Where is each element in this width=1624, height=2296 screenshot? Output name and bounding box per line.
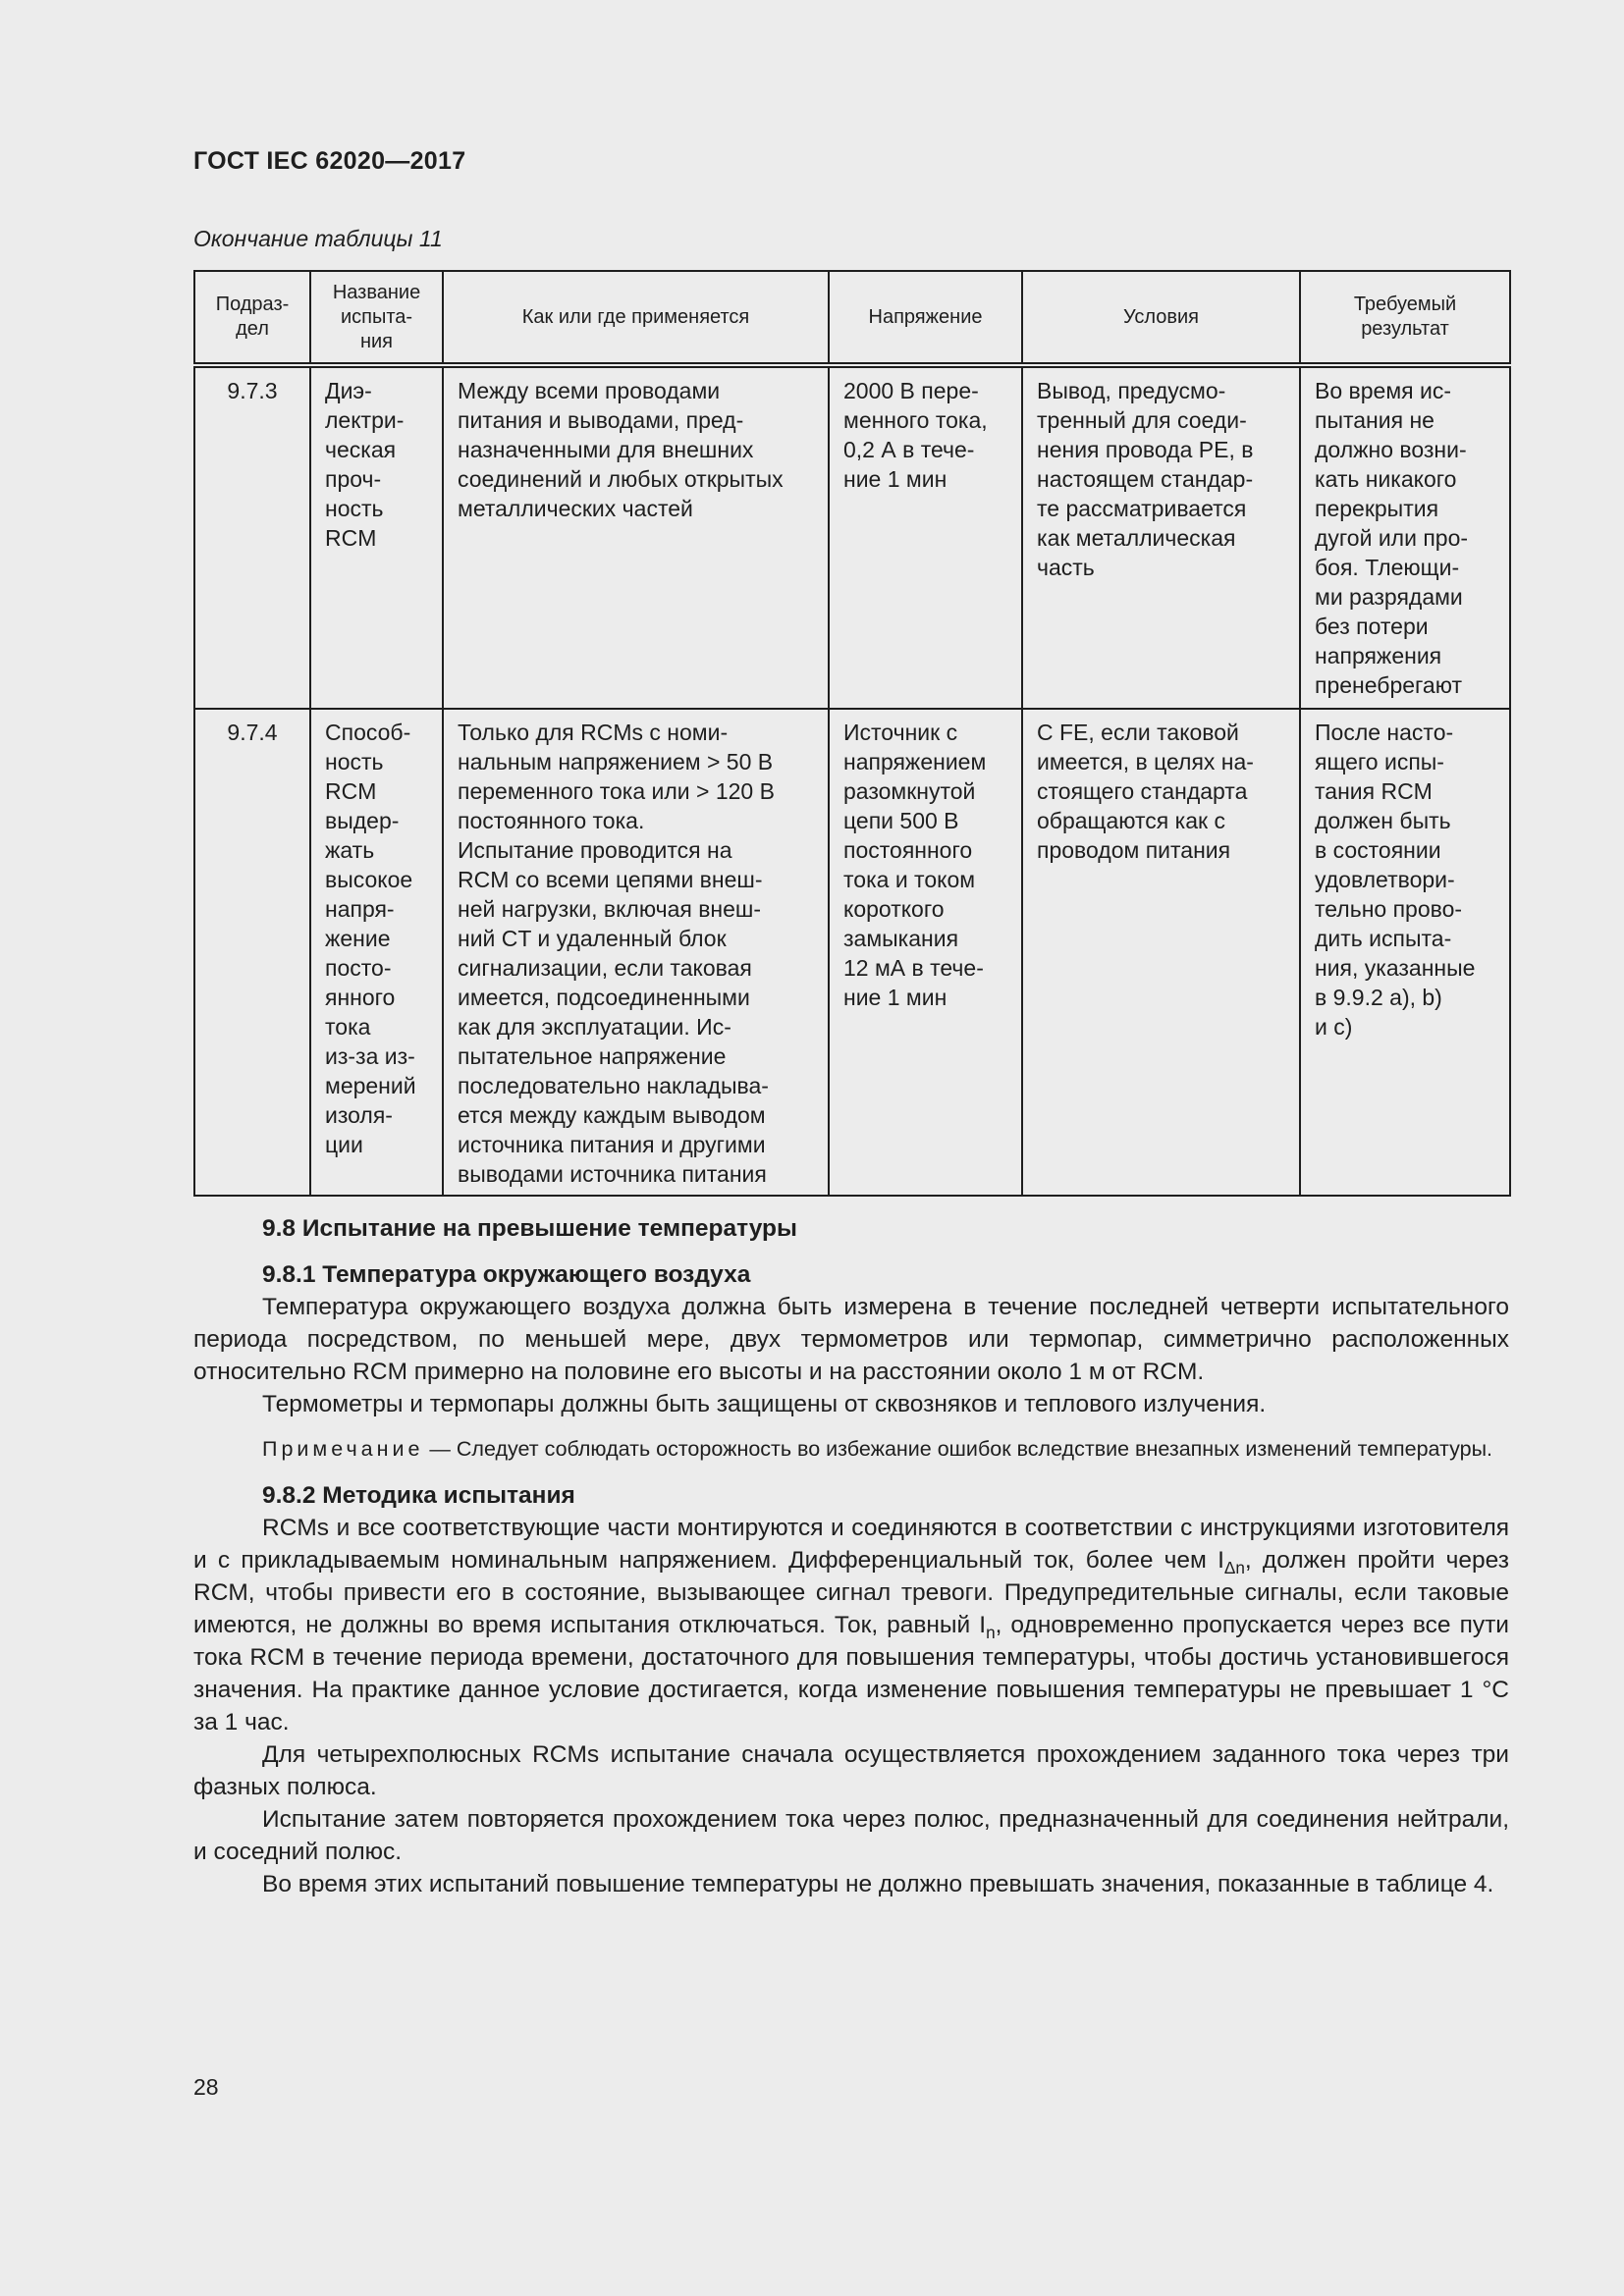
paragraph-text: RCMs и все соответствующие части монтируются и соединяются в соответствии с инструкциями изготовителя и с прикладываемым номинальным напряжением. Дифференциальный ток, более чем I [193,1515,1509,1574]
cell-conditions: С FE, если таковой имеется, в целях на- стоящего стандарта обращаются как с проводом питания [1022,709,1300,1196]
cell-result: После насто- ящего испы- тания RCM должен быть в состоянии удовлетвори- тельно прово- дить испыта- ния, указанные в 9.9.2 a), b) и c) [1300,709,1510,1196]
table-header-row [194,271,1510,365]
column-header-conditions: Условия [1022,271,1300,365]
page-number: 28 [193,2074,219,2100]
column-header-voltage: Напряжение [829,271,1022,365]
cell-voltage: 2000 В пере- менного тока, 0,2 А в тече- ние 1 мин [829,365,1022,709]
table-row [194,709,1510,1196]
cell-where: Между всеми проводами питания и выводами, пред- назначенными для внешних соединений и любых открытых металлических частей [443,365,829,709]
cell-conditions: Вывод, предусмо- тренный для соеди- нения провода PE, в настоящем стандар- те рассматривается как металлическая часть [1022,365,1300,709]
note-label: Примечание [262,1437,424,1461]
subsection-heading-9-8-2: 9.8.2 Методика испытания [262,1482,575,1509]
section-9-8 [193,1212,1509,1900]
section-heading-9-8: 9.8 Испытание на превышение температуры [262,1215,797,1242]
paragraph: Термометры и термопары должны быть защищены от сквозняков и теплового излучения. [262,1391,1267,1417]
table-caption: Окончание таблицы 11 [193,226,443,251]
cell-test-name: Способ- ность RCM выдер- жать высокое напря- жение посто- янного тока из-за из- мерений изоля- ции [310,709,443,1196]
paragraph: Во время этих испытаний повышение температуры не должно превышать значения, показанные в таблице 4. [262,1871,1494,1897]
paragraph: Для четырехполюсных RCMs испытание сначала осуществляется прохождением заданного тока через три фазных полюса. [193,1741,1509,1800]
column-header-where: Как или где применяется [443,271,829,365]
paragraph: Температура окружающего воздуха должна быть измерена в течение последней четверти испытательного периода посредством, по меньшей мере, двух термометров или термопар, симметрично расположенных относительно RCM примерно на половине его высоты и на расстоянии около 1 м от RCM. [193,1294,1509,1385]
column-header-test-name: Название испыта- ния [310,271,443,365]
table-row [194,365,1510,709]
paragraph: Испытание затем повторяется прохождением тока через полюс, предназначенный для соединения нейтрали, и соседний полюс. [193,1806,1509,1865]
note [193,1434,1509,1464]
paragraph [193,1512,1509,1738]
table-11 [193,270,1511,1197]
cell-result: Во время ис- пытания не должно возни- кать никакого перекрытия дугой или про- боя. Тлеющи- ми разрядами без потери напряжения пренебрегают [1300,365,1510,709]
paragraph-text: , должен пройти через RCM, чтобы привести его в состояние, вызывающее сигнал тревоги. Предупредительные сигналы, если таковые имеются, не должны во время испытания отключаться. Ток, равный I [193,1547,1509,1638]
column-header-result: Требуемый результат [1300,271,1510,365]
cell-voltage: Источник с напряжением разомкнутой цепи 500 В постоянного тока и током короткого замыкания 12 мА в тече- ние 1 мин [829,709,1022,1196]
column-header-section: Подраз- дел [194,271,310,365]
subscript: Δn [1223,1557,1245,1577]
cell-test-name: Диэ- лектри- ческая проч- ность RCM [310,365,443,709]
note-text: — Следует соблюдать осторожность во избежание ошибок вследствие внезапных изменений температуры. [423,1437,1493,1461]
subscript: n [986,1622,996,1642]
cell-section: 9.7.4 [194,709,310,1196]
subsection-heading-9-8-1: 9.8.1 Температура окружающего воздуха [262,1261,751,1288]
cell-where: Только для RCMs с номи- нальным напряжением > 50 В переменного тока или > 120 В постоянного тока. Испытание проводится на RCM со всеми цепями внеш- ней нагрузки, включая внеш- ний CT и удаленный блок сигнализации, если таковая имеется, подсоединенными как для эксплуатации. Ис- пытательное напряжение последовательно накладыва- ется между каждым выводом источника питания и другими выводами источника питания [443,709,829,1196]
cell-section: 9.7.3 [194,365,310,709]
document-header: ГОСТ IEC 62020—2017 [193,147,466,175]
paragraph-text: , одновременно пропускается через все пути тока RCM в течение периода времени, достаточного для повышения температуры, чтобы достичь установившегося значения. На практике данное условие достигается, когда изменение повышения температуры не превышает 1 °С за 1 час. [193,1612,1509,1735]
